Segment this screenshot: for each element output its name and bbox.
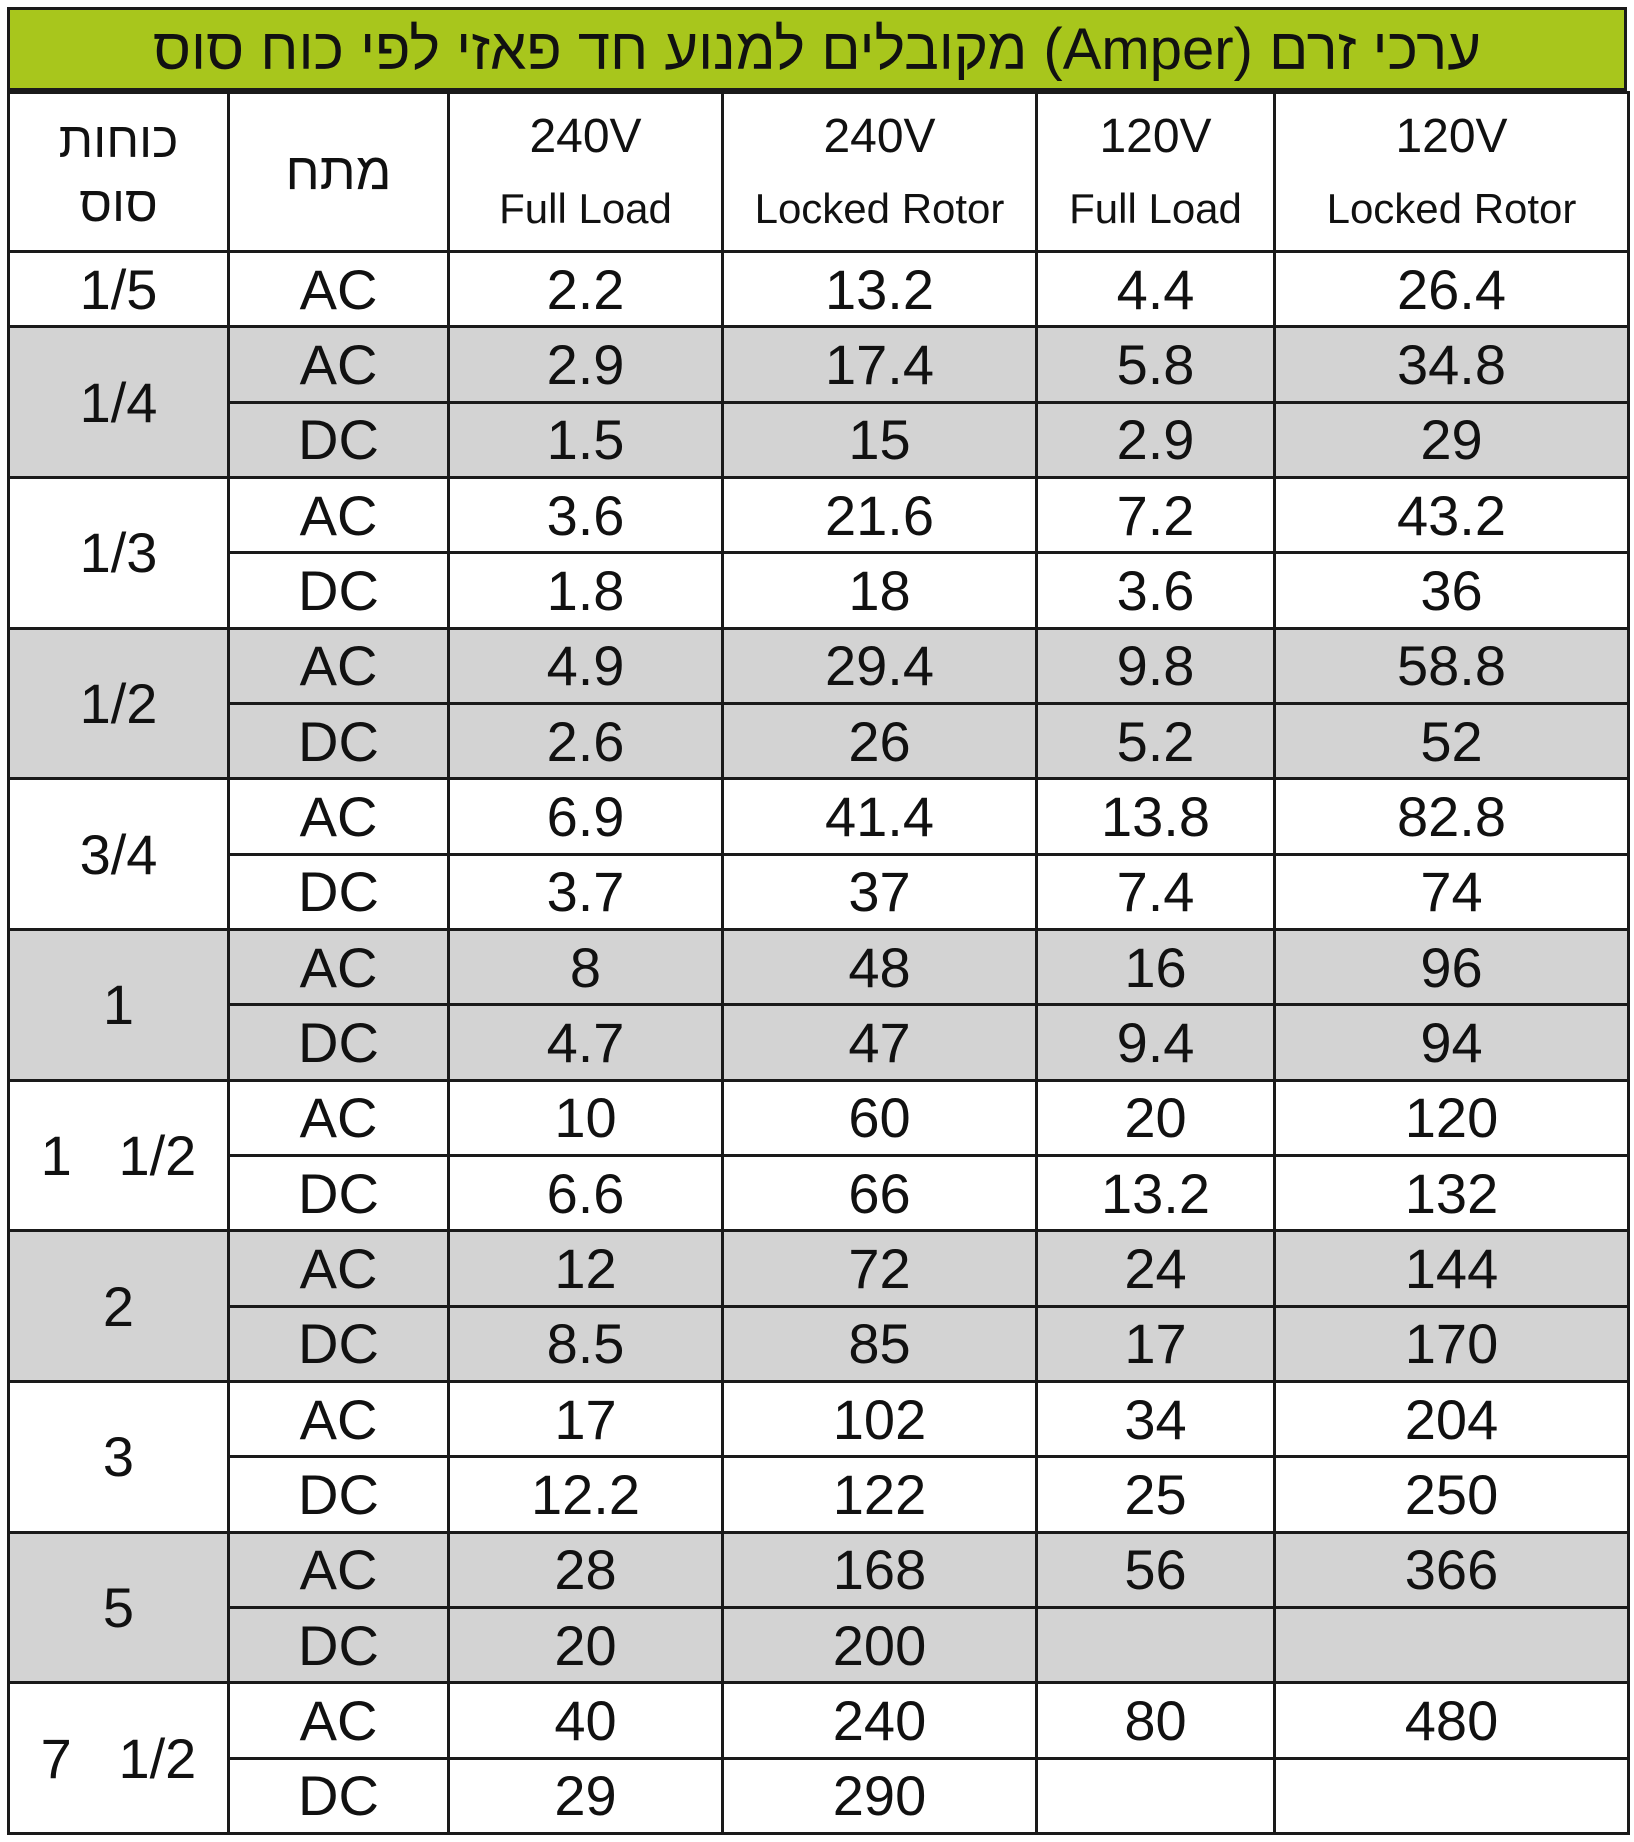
voltage-type-cell: DC [229, 1306, 449, 1381]
voltage-type-cell: AC [229, 327, 449, 402]
cell-240v-locked-rotor: 48 [723, 929, 1037, 1004]
table-row [9, 252, 1629, 327]
cell-120v-locked-rotor: 36 [1275, 553, 1629, 628]
cell-240v-full-load: 12 [449, 1231, 723, 1306]
cell-120v-locked-rotor: 94 [1275, 1005, 1629, 1080]
cell-120v-full-load: 7.2 [1037, 477, 1275, 552]
horsepower-cell: 1/5 [9, 252, 229, 327]
cell-120v-full-load: 13.8 [1037, 779, 1275, 854]
cell-120v-full-load: 20 [1037, 1080, 1275, 1155]
cell-240v-full-load: 1.8 [449, 553, 723, 628]
voltage-type-cell: AC [229, 779, 449, 854]
cell-240v-full-load: 12.2 [449, 1457, 723, 1532]
cell-240v-locked-rotor: 102 [723, 1381, 1037, 1456]
cell-240v-full-load: 3.7 [449, 854, 723, 929]
table-row [9, 1532, 1629, 1607]
cell-120v-locked-rotor: 43.2 [1275, 477, 1629, 552]
voltage-type-cell: DC [229, 402, 449, 477]
horsepower-cell: 1/3 [9, 477, 229, 628]
voltage-type-cell: DC [229, 553, 449, 628]
current-values-table [7, 91, 1630, 1835]
cell-120v-full-load: 16 [1037, 929, 1275, 1004]
cell-240v-full-load: 2.2 [449, 252, 723, 327]
cell-120v-full-load: 7.4 [1037, 854, 1275, 929]
horsepower-cell: 1/2 [9, 628, 229, 779]
cell-120v-full-load: 3.6 [1037, 553, 1275, 628]
cell-240v-full-load: 10 [449, 1080, 723, 1155]
voltage-type-cell: DC [229, 1607, 449, 1682]
voltage-type-cell: AC [229, 1381, 449, 1456]
table-row [9, 628, 1629, 703]
header-240v-full-load [449, 93, 723, 252]
table-row [9, 703, 1629, 778]
voltage-type-cell: DC [229, 854, 449, 929]
cell-240v-full-load: 8 [449, 929, 723, 1004]
cell-240v-locked-rotor: 60 [723, 1080, 1037, 1155]
cell-240v-full-load: 1.5 [449, 402, 723, 477]
cell-120v-full-load: 5.2 [1037, 703, 1275, 778]
cell-120v-full-load: 17 [1037, 1306, 1275, 1381]
table-row [9, 1607, 1629, 1682]
cell-120v-locked-rotor [1275, 1758, 1629, 1833]
table-row [9, 1381, 1629, 1456]
cell-240v-full-load: 2.6 [449, 703, 723, 778]
header-120v-locked-rotor-label: Locked Rotor [1326, 185, 1577, 232]
header-120v-locked-rotor-voltage: 120V [1395, 110, 1508, 163]
cell-240v-locked-rotor: 15 [723, 402, 1037, 477]
table-row [9, 1306, 1629, 1381]
table-row [9, 477, 1629, 552]
table-body [9, 252, 1629, 1834]
cell-120v-locked-rotor: 366 [1275, 1532, 1629, 1607]
cell-120v-locked-rotor: 204 [1275, 1381, 1629, 1456]
table-row [9, 854, 1629, 929]
header-120v-full-load-voltage: 120V [1099, 110, 1212, 163]
cell-120v-full-load: 9.8 [1037, 628, 1275, 703]
voltage-type-cell: AC [229, 1683, 449, 1758]
cell-120v-locked-rotor: 52 [1275, 703, 1629, 778]
cell-240v-locked-rotor: 168 [723, 1532, 1037, 1607]
horsepower-cell: 7 1/2 [9, 1683, 229, 1834]
cell-120v-full-load: 80 [1037, 1683, 1275, 1758]
table-row [9, 1080, 1629, 1155]
cell-240v-full-load: 6.9 [449, 779, 723, 854]
table-row [9, 1005, 1629, 1080]
cell-240v-full-load: 4.9 [449, 628, 723, 703]
voltage-type-cell: AC [229, 1231, 449, 1306]
cell-120v-full-load: 4.4 [1037, 252, 1275, 327]
cell-120v-locked-rotor: 82.8 [1275, 779, 1629, 854]
cell-240v-locked-rotor: 26 [723, 703, 1037, 778]
table-row [9, 1457, 1629, 1532]
cell-120v-full-load: 13.2 [1037, 1155, 1275, 1230]
cell-120v-locked-rotor: 96 [1275, 929, 1629, 1004]
cell-240v-locked-rotor: 17.4 [723, 327, 1037, 402]
table-row [9, 1758, 1629, 1833]
cell-240v-locked-rotor: 37 [723, 854, 1037, 929]
horsepower-cell: 1 [9, 929, 229, 1080]
cell-120v-locked-rotor: 480 [1275, 1683, 1629, 1758]
cell-120v-locked-rotor: 34.8 [1275, 327, 1629, 402]
header-240v-full-load-voltage: 240V [529, 110, 642, 163]
voltage-type-cell: DC [229, 1005, 449, 1080]
header-120v-full-load [1037, 93, 1275, 252]
voltage-type-cell: DC [229, 1758, 449, 1833]
cell-120v-locked-rotor [1275, 1607, 1629, 1682]
cell-240v-full-load: 3.6 [449, 477, 723, 552]
horsepower-cell: 1 1/2 [9, 1080, 229, 1231]
cell-120v-locked-rotor: 29 [1275, 402, 1629, 477]
cell-120v-full-load [1037, 1758, 1275, 1833]
table-title: ערכי זרם (Amper) מקובלים למנוע חד פאזי לפי כוח סוס [7, 7, 1627, 91]
motor-current-table-sheet [7, 7, 1627, 1835]
horsepower-cell: 1/4 [9, 327, 229, 478]
cell-120v-full-load: 9.4 [1037, 1005, 1275, 1080]
cell-240v-full-load: 4.7 [449, 1005, 723, 1080]
horsepower-cell: 3 [9, 1381, 229, 1532]
cell-120v-locked-rotor: 250 [1275, 1457, 1629, 1532]
cell-240v-full-load: 6.6 [449, 1155, 723, 1230]
table-row [9, 929, 1629, 1004]
horsepower-cell: 2 [9, 1231, 229, 1382]
voltage-type-cell: AC [229, 477, 449, 552]
cell-120v-locked-rotor: 58.8 [1275, 628, 1629, 703]
voltage-type-cell: AC [229, 252, 449, 327]
voltage-type-cell: AC [229, 628, 449, 703]
cell-240v-locked-rotor: 66 [723, 1155, 1037, 1230]
cell-240v-locked-rotor: 200 [723, 1607, 1037, 1682]
header-voltage-type-label: מתח [285, 143, 392, 201]
cell-120v-full-load: 5.8 [1037, 327, 1275, 402]
horsepower-cell: 3/4 [9, 779, 229, 930]
cell-120v-full-load: 2.9 [1037, 402, 1275, 477]
cell-120v-locked-rotor: 74 [1275, 854, 1629, 929]
cell-240v-locked-rotor: 18 [723, 553, 1037, 628]
voltage-type-cell: AC [229, 929, 449, 1004]
cell-240v-locked-rotor: 85 [723, 1306, 1037, 1381]
header-120v-full-load-label: Full Load [1069, 185, 1242, 232]
header-240v-locked-rotor [723, 93, 1037, 252]
cell-120v-locked-rotor: 132 [1275, 1155, 1629, 1230]
cell-120v-locked-rotor: 170 [1275, 1306, 1629, 1381]
cell-240v-locked-rotor: 13.2 [723, 252, 1037, 327]
cell-240v-locked-rotor: 41.4 [723, 779, 1037, 854]
cell-120v-locked-rotor: 120 [1275, 1080, 1629, 1155]
cell-120v-full-load: 25 [1037, 1457, 1275, 1532]
table-row [9, 402, 1629, 477]
cell-240v-full-load: 8.5 [449, 1306, 723, 1381]
table-row [9, 1683, 1629, 1758]
header-240v-locked-rotor-label: Locked Rotor [754, 185, 1005, 232]
cell-120v-locked-rotor: 144 [1275, 1231, 1629, 1306]
cell-120v-full-load: 56 [1037, 1532, 1275, 1607]
cell-240v-full-load: 40 [449, 1683, 723, 1758]
cell-240v-full-load: 2.9 [449, 327, 723, 402]
cell-120v-full-load [1037, 1607, 1275, 1682]
cell-240v-locked-rotor: 21.6 [723, 477, 1037, 552]
voltage-type-cell: AC [229, 1532, 449, 1607]
table-row [9, 1155, 1629, 1230]
cell-240v-locked-rotor: 122 [723, 1457, 1037, 1532]
cell-240v-full-load: 28 [449, 1532, 723, 1607]
cell-240v-full-load: 17 [449, 1381, 723, 1456]
table-row [9, 779, 1629, 854]
cell-120v-locked-rotor: 26.4 [1275, 252, 1629, 327]
header-voltage-type [229, 93, 449, 252]
header-240v-locked-rotor-voltage: 240V [823, 110, 936, 163]
cell-120v-full-load: 34 [1037, 1381, 1275, 1456]
cell-240v-full-load: 29 [449, 1758, 723, 1833]
cell-240v-locked-rotor: 72 [723, 1231, 1037, 1306]
cell-240v-locked-rotor: 29.4 [723, 628, 1037, 703]
voltage-type-cell: DC [229, 1155, 449, 1230]
table-row [9, 327, 1629, 402]
cell-120v-full-load: 24 [1037, 1231, 1275, 1306]
table-row [9, 1231, 1629, 1306]
cell-240v-full-load: 20 [449, 1607, 723, 1682]
header-horsepower-line1: כוחות [58, 112, 179, 168]
horsepower-cell: 5 [9, 1532, 229, 1683]
header-row [9, 93, 1629, 252]
table-row [9, 553, 1629, 628]
header-horsepower-line2: סוס [79, 176, 158, 232]
header-horsepower [9, 93, 229, 252]
voltage-type-cell: DC [229, 1457, 449, 1532]
voltage-type-cell: DC [229, 703, 449, 778]
voltage-type-cell: AC [229, 1080, 449, 1155]
cell-240v-locked-rotor: 290 [723, 1758, 1037, 1833]
header-240v-full-load-label: Full Load [499, 185, 672, 232]
header-120v-locked-rotor [1275, 93, 1629, 252]
cell-240v-locked-rotor: 47 [723, 1005, 1037, 1080]
cell-240v-locked-rotor: 240 [723, 1683, 1037, 1758]
